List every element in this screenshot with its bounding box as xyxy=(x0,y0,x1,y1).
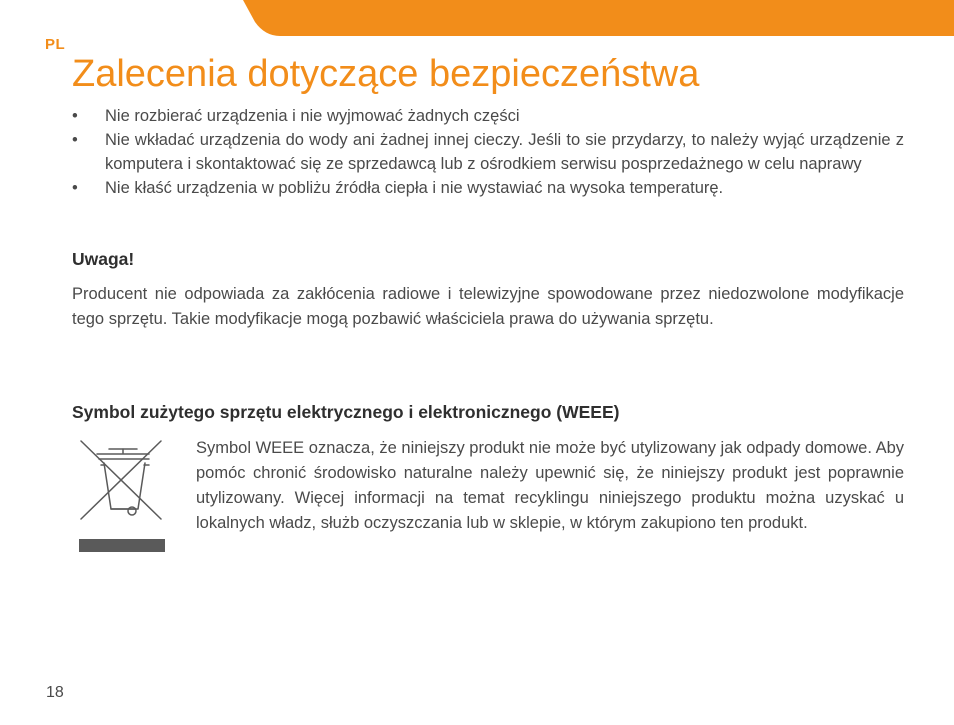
safety-list xyxy=(72,104,904,200)
list-item xyxy=(72,128,904,176)
crossed-out-wheelie-bin-icon xyxy=(77,435,167,555)
bullet-marker: • xyxy=(72,107,78,125)
weee-heading: Symbol zużytego sprzętu elektrycznego i elektronicznego (WEEE) xyxy=(72,402,620,422)
list-item-text: Nie wkładać urządzenia do wody ani żadnej innej cieczy. Jeśli to sie przydarzy, to należy wyjąć urządzenie z komputera i skontaktować się ze sprzedawcą lub z ośrodkiem serwisu posprzedażnego w celu naprawy xyxy=(105,131,904,173)
warning-text: Producent nie odpowiada za zakłócenia radiowe i telewizyjne spowodowane przez niedozwolone modyfikacje tego sprzętu. Takie modyfikacje mogą pozbawić właściciela prawa do używania sprzętu. xyxy=(72,285,904,328)
language-code: PL xyxy=(45,36,66,53)
list-item-text: Nie kłaść urządzenia w pobliżu źródła ciepła i nie wystawiać na wysoka temperaturę. xyxy=(105,179,724,197)
list-item xyxy=(72,104,904,128)
bullet-marker: • xyxy=(72,179,78,197)
weee-text: Symbol WEEE oznacza, że niniejszy produkt nie może być utylizowany jak odpady domowe. Aby pomóc chronić środowisko naturalne należy upewnić się, że niniejszy produkt jest poprawnie utylizowany. Więcej informacji na temat recyklingu niniejszego produktu można uzyskać u lokalnych władz, służb oczyszczania lub w sklepie, w którym zakupiono ten produkt. xyxy=(196,439,905,532)
page-number: 18 xyxy=(46,684,64,701)
header-accent-band xyxy=(0,0,954,36)
list-item xyxy=(72,176,904,200)
page-title: Zalecenia dotyczące bezpieczeństwa xyxy=(72,53,700,95)
bullet-marker: • xyxy=(72,131,78,149)
warning-heading: Uwaga! xyxy=(72,249,135,269)
list-item-text: Nie rozbierać urządzenia i nie wyjmować żadnych części xyxy=(105,107,520,125)
